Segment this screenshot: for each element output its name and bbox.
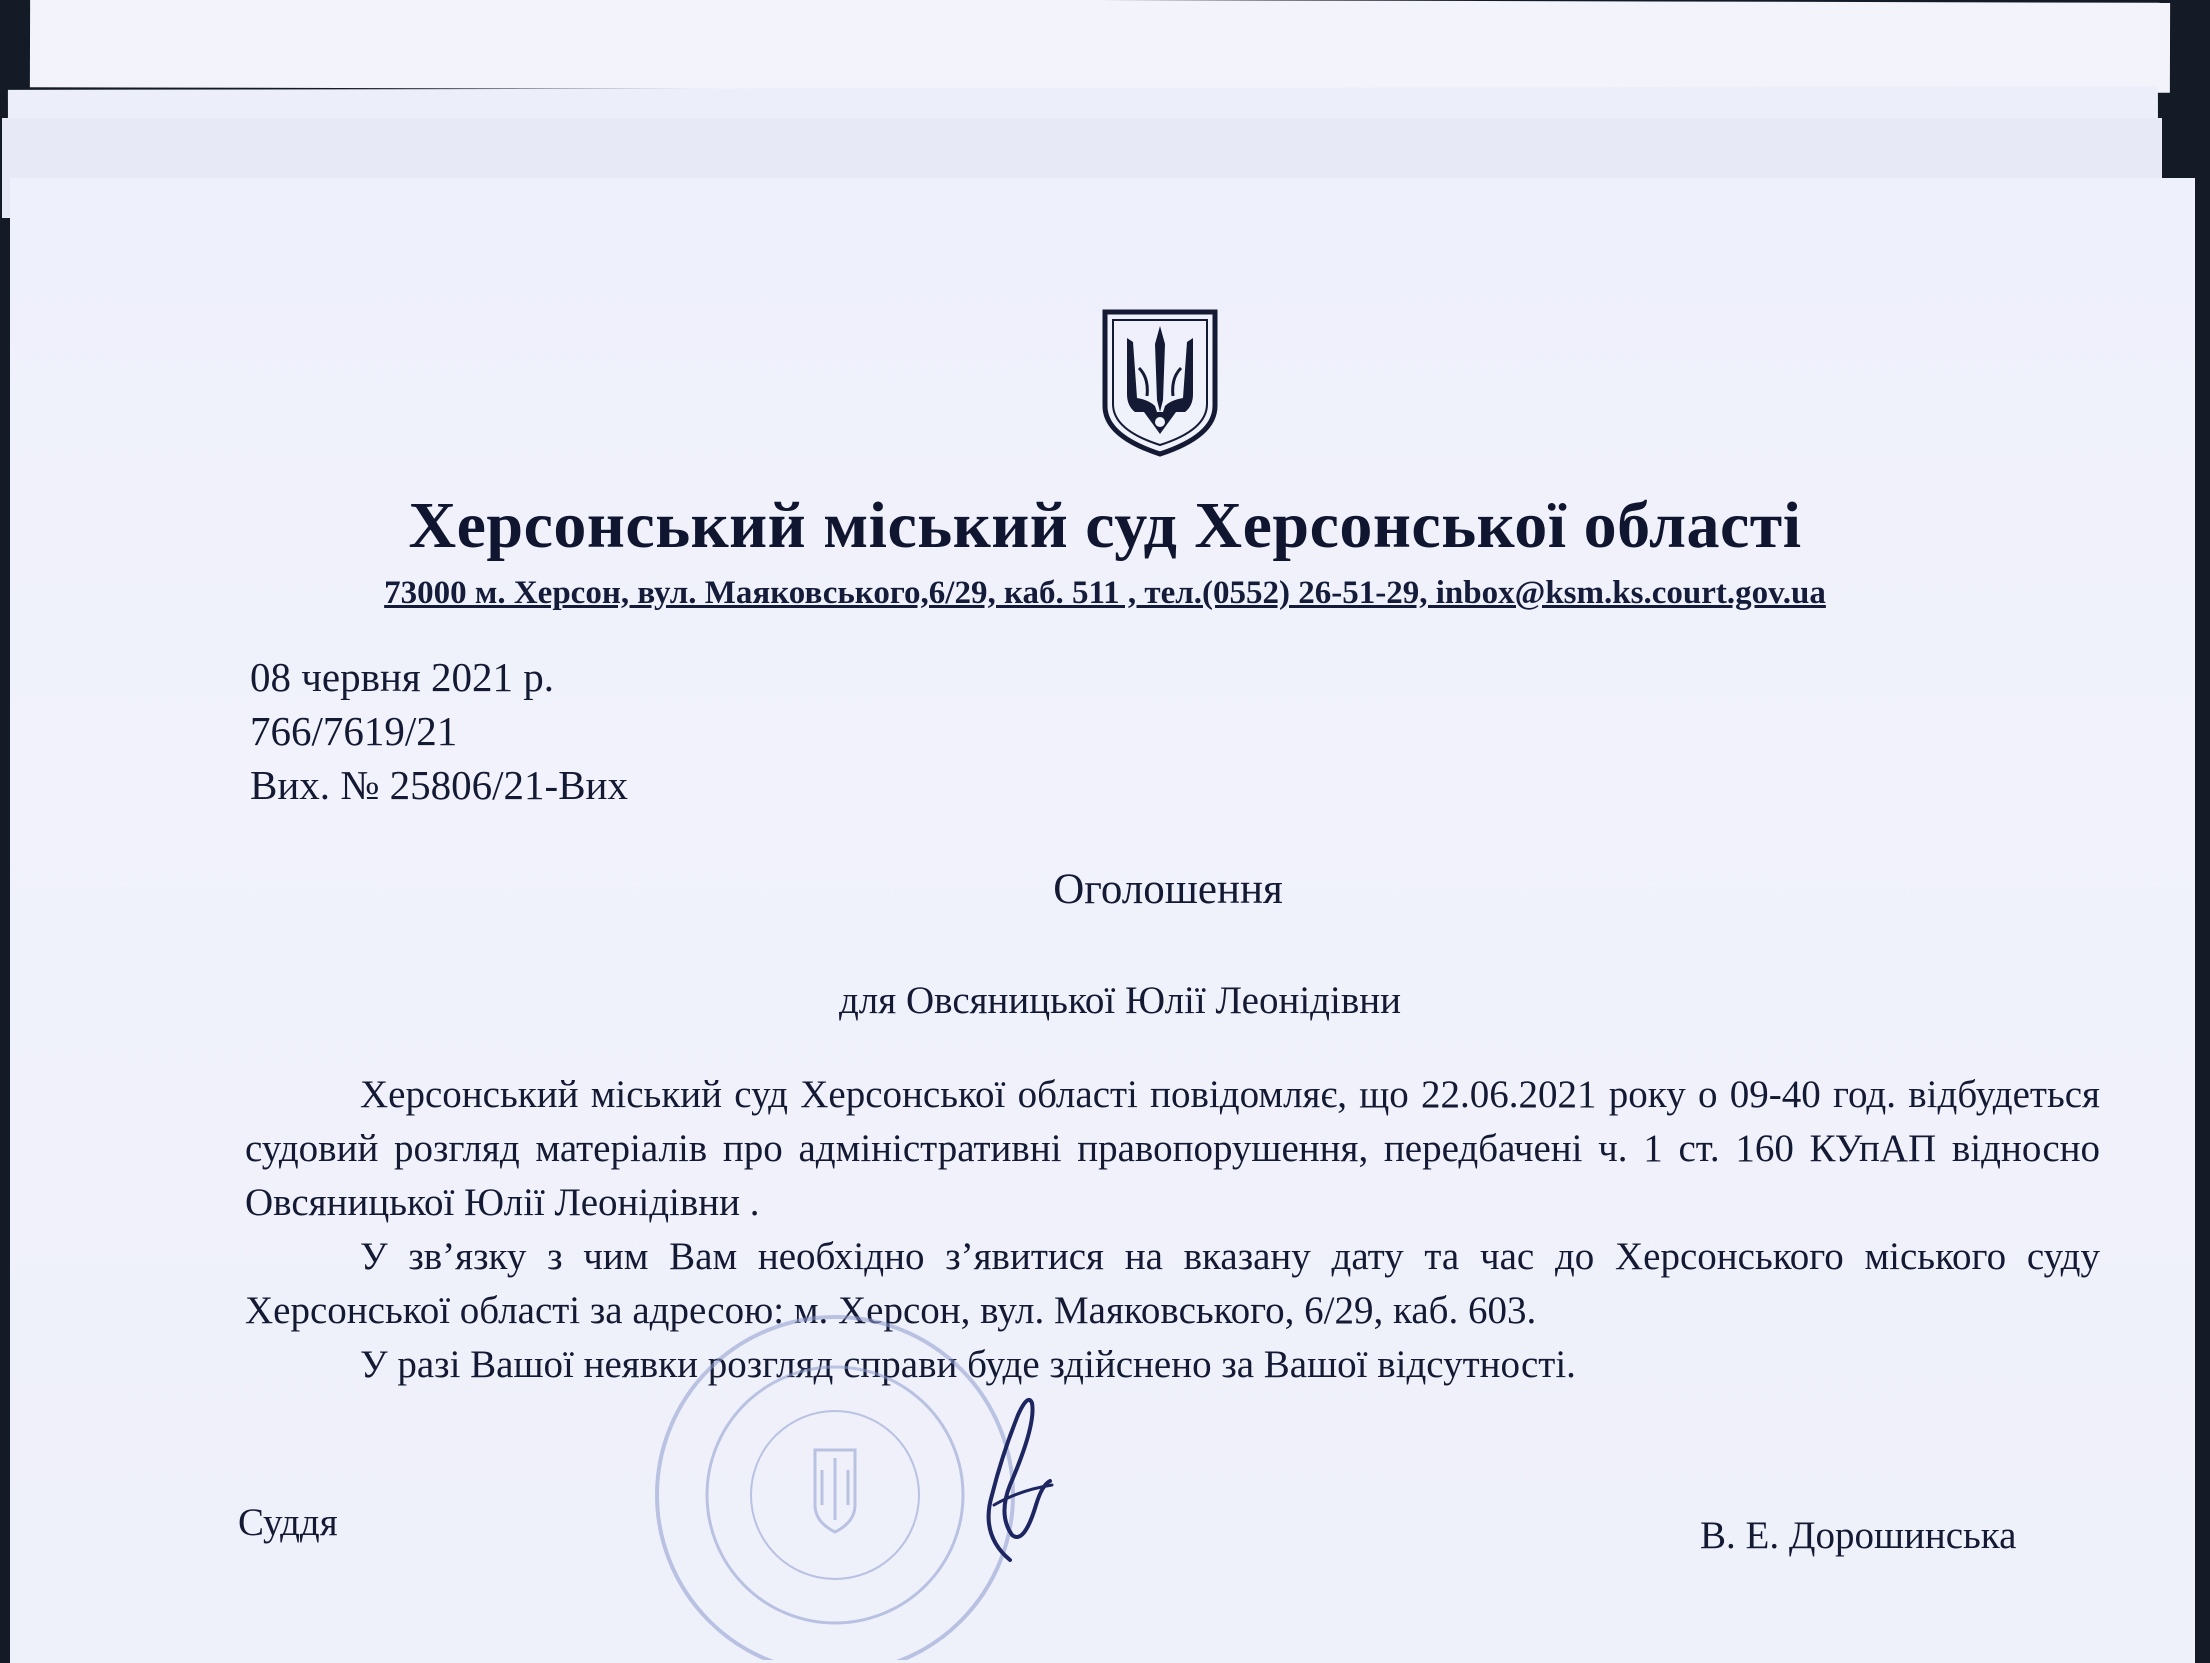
outgoing-number: Вих. № 25806/21-Вих — [250, 762, 628, 808]
court-name-heading: Херсонський міський суд Херсонської області — [408, 489, 1802, 562]
notice-body — [245, 1068, 2100, 1392]
notice-paragraph: У зв’язку з чим Вам необхідно з’явитися на вказану дату та час до Херсонського міського суду Херсонської області за адресою: м. Херсон, вул. Маяковського, 6/29, каб. 603. — [245, 1235, 2100, 1332]
notice-paragraph: Херсонський міський суд Херсонської області повідомляє, що 22.06.2021 року о 09-40 год. відбудеться судовий розгляд матеріалів про адміністративні правопорушення, передбачені ч. 1 ст. 160 КУпАП відносно Овсяницької Юлії Леонідівни . — [245, 1073, 2100, 1224]
notice-heading: Оголошення — [1053, 866, 1283, 913]
notice-recipient: для Овсяницької Юлії Леонідівни — [838, 979, 1402, 1022]
document-date: 08 червня 2021 р. — [250, 654, 554, 700]
case-number: 766/7619/21 — [250, 708, 458, 754]
judge-name: В. Е. Дорошинська — [1700, 1514, 2017, 1557]
paper-sheet-back — [30, 0, 2170, 93]
judge-title: Суддя — [238, 1501, 338, 1544]
notice-paragraph: У разі Вашої неявки розгляд справи буде здійснено за Вашої відсутності. — [360, 1343, 1576, 1386]
judge-signature — [940, 1385, 1060, 1570]
document-meta — [250, 650, 628, 812]
court-address: 73000 м. Херсон, вул. Маяковського,6/29, каб. 511 , тел.(0552) 26-51-29, inbox@ksm.ks.court.gov.ua — [384, 575, 1826, 611]
coat-of-arms-icon — [1099, 308, 1221, 458]
